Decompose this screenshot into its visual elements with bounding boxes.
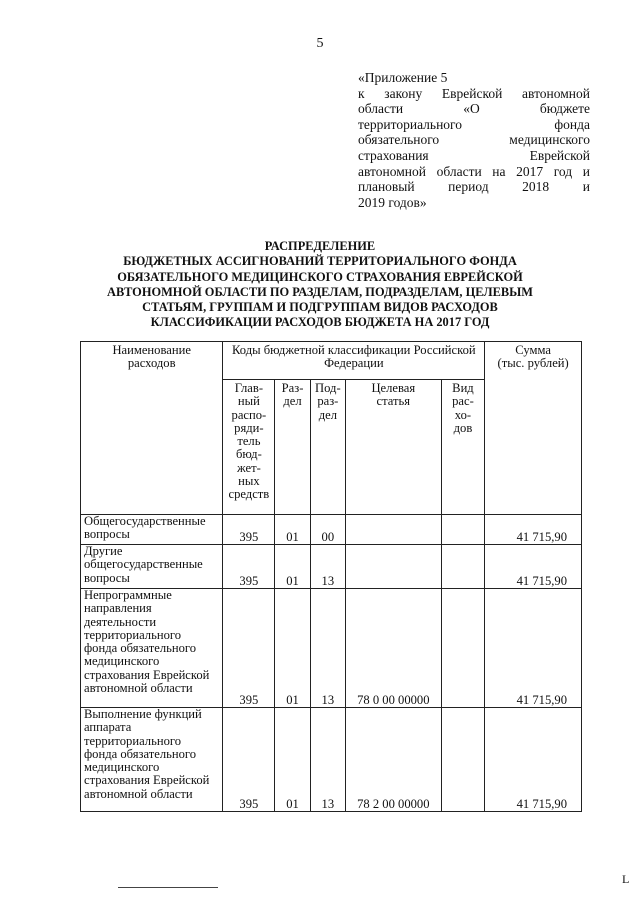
header-text: ряди- xyxy=(234,420,264,435)
appendix-line: автономной области на 2017 год и xyxy=(358,163,590,179)
cell-text: Другие xyxy=(84,544,123,558)
row-target xyxy=(346,515,442,545)
cell-text: общегосударственные xyxy=(84,557,203,572)
row-sum: 41 715,90 xyxy=(485,545,582,589)
cell-text: автономной области xyxy=(84,681,193,696)
header-text: ных xyxy=(238,474,260,489)
table-row xyxy=(81,545,582,589)
appendix-line: 2019 годов» xyxy=(358,194,427,210)
title-line: СТАТЬЯМ, ГРУППАМ И ПОДГРУППАМ ВИДОВ РАСХОДОВ xyxy=(142,300,498,315)
header-text: жет- xyxy=(236,460,261,475)
header-text: Под- xyxy=(315,381,341,395)
row-admin: 395 xyxy=(223,515,275,545)
header-admin xyxy=(223,380,275,515)
appendix-line: области «О бюджете xyxy=(358,101,590,117)
title-line: БЮДЖЕТНЫХ АССИГНОВАНИЙ ТЕРРИТОРИАЛЬНОГО ФОНДА xyxy=(123,254,517,269)
row-name xyxy=(81,589,223,708)
header-text: дел xyxy=(283,394,302,409)
document-title xyxy=(80,239,560,331)
header-target xyxy=(346,380,442,515)
cell-text: медицинского xyxy=(84,760,160,775)
row-type xyxy=(441,708,485,812)
appendix-line: плановый период 2018 и xyxy=(358,179,590,195)
header-text: (тыс. рублей) xyxy=(497,356,569,371)
cell-text: страхования Еврейской xyxy=(84,773,210,788)
row-section: 01 xyxy=(275,708,310,812)
header-text: Наименование xyxy=(112,343,191,357)
header-text: средств xyxy=(228,487,270,502)
title-line: ОБЯЗАТЕЛЬНОГО МЕДИЦИНСКОГО СТРАХОВАНИЯ ЕВРЕЙСКОЙ xyxy=(117,269,523,284)
header-text: статья xyxy=(376,394,411,409)
row-type xyxy=(441,589,485,708)
cell-text: аппарата xyxy=(84,720,132,735)
header-text: раз- xyxy=(317,394,339,409)
appendix-line: страхования Еврейской xyxy=(358,147,590,163)
header-text: рас- xyxy=(452,394,474,409)
header-text: расходов xyxy=(127,356,176,371)
row-type xyxy=(441,515,485,545)
header-type xyxy=(441,380,485,515)
header-text: дов xyxy=(453,420,473,435)
cell-text: страхования Еврейской xyxy=(84,667,210,682)
header-text: Глав- xyxy=(234,381,264,395)
appendix-header xyxy=(358,70,590,210)
title-line: АВТОНОМНОЙ ОБЛАСТИ ПО РАЗДЕЛАМ, ПОДРАЗДЕЛАМ, ЦЕЛЕВЫМ xyxy=(107,284,533,299)
cell-text: фонда обязательного xyxy=(84,746,197,761)
cell-text: медицинского xyxy=(84,654,160,669)
table-row xyxy=(81,515,582,545)
row-admin: 395 xyxy=(223,545,275,589)
appendix-line: территориального фонда xyxy=(358,116,590,132)
header-text: Сумма xyxy=(515,343,551,357)
header-text: Федерации xyxy=(324,356,384,371)
row-name xyxy=(81,708,223,812)
row-section: 01 xyxy=(275,515,310,545)
header-text: ный xyxy=(237,394,260,409)
page-number: 5 xyxy=(316,36,324,51)
row-type xyxy=(441,545,485,589)
header-name xyxy=(81,342,223,515)
edge-mark: L xyxy=(622,872,630,886)
cell-text: Общегосударственные xyxy=(84,514,206,528)
title-line: КЛАССИФИКАЦИИ РАСХОДОВ БЮДЖЕТА НА 2017 ГОД xyxy=(150,315,490,330)
header-text: Вид xyxy=(452,381,474,395)
header-section xyxy=(275,380,310,515)
header-text: хо- xyxy=(454,407,472,422)
row-section: 01 xyxy=(275,545,310,589)
row-subsection: 00 xyxy=(310,515,345,545)
header-text: Целевая xyxy=(371,381,416,395)
cell-text: вопросы xyxy=(84,527,130,542)
table-row xyxy=(81,589,582,708)
cell-text: вопросы xyxy=(84,570,130,585)
cell-text: направления xyxy=(84,601,152,616)
row-target: 78 0 00 00000 xyxy=(346,589,442,708)
cell-text: фонда обязательного xyxy=(84,641,197,656)
header-text: тель xyxy=(237,434,261,449)
row-target: 78 2 00 00000 xyxy=(346,708,442,812)
title-line: РАСПРЕДЕЛЕНИЕ xyxy=(264,239,376,253)
row-admin: 395 xyxy=(223,708,275,812)
cell-text: территориального xyxy=(84,733,182,748)
header-text: распо- xyxy=(231,407,267,422)
header-subsection xyxy=(310,380,345,515)
cell-text: Непрограммные xyxy=(84,588,172,602)
appendix-line: к закону Еврейской автономной xyxy=(358,85,590,101)
budget-table xyxy=(80,341,582,812)
appendix-line: обязательного медицинского xyxy=(358,132,590,148)
header-text: бюд- xyxy=(235,447,262,462)
header-text: Коды бюджетной классификации Российской xyxy=(232,343,476,357)
row-subsection: 13 xyxy=(310,708,345,812)
cell-text: Выполнение функций xyxy=(84,707,202,721)
row-name xyxy=(81,515,223,545)
row-admin: 395 xyxy=(223,589,275,708)
cell-text: деятельности xyxy=(84,614,157,629)
appendix-line: «Приложение 5 xyxy=(358,70,448,85)
header-row xyxy=(81,342,582,380)
row-sum: 41 715,90 xyxy=(485,515,582,545)
cell-text: территориального xyxy=(84,627,182,642)
row-sum: 41 715,90 xyxy=(485,708,582,812)
cell-text: автономной области xyxy=(84,786,193,801)
header-text: Раз- xyxy=(281,381,304,395)
header-sum xyxy=(485,342,582,515)
table-row xyxy=(81,708,582,812)
row-subsection: 13 xyxy=(310,545,345,589)
row-subsection: 13 xyxy=(310,589,345,708)
row-name xyxy=(81,545,223,589)
header-text: дел xyxy=(318,407,337,422)
footer-rule xyxy=(118,887,218,888)
row-section: 01 xyxy=(275,589,310,708)
row-target xyxy=(346,545,442,589)
row-sum: 41 715,90 xyxy=(485,589,582,708)
header-codes xyxy=(223,342,485,380)
